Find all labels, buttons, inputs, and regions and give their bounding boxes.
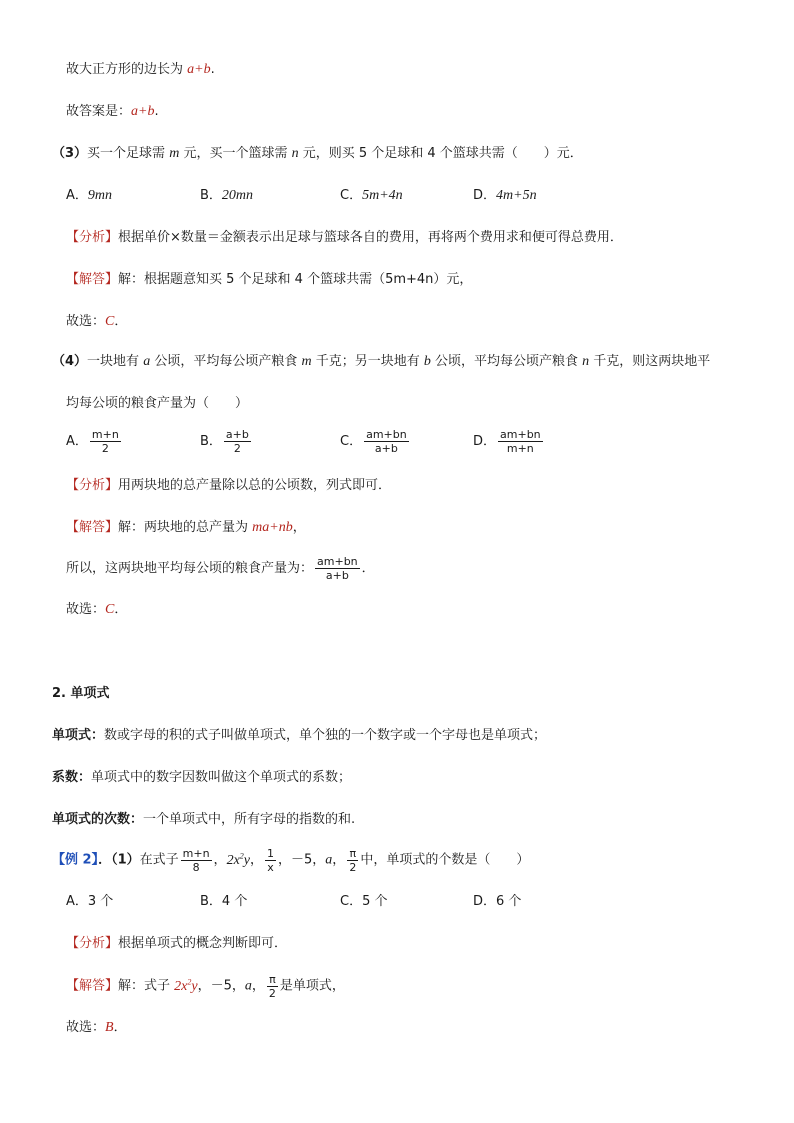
expr-base: 2x [174,978,188,994]
text: ． [361,561,375,576]
fraction [498,428,543,455]
question-number: （3） [52,146,88,161]
answer-line [66,270,472,290]
option-b [200,892,247,912]
option-label: D． [473,894,497,909]
option-label: A． [66,894,88,909]
denominator: 2 [233,442,241,455]
option-label: C． [340,894,363,909]
option-label: B． [200,434,222,449]
question-4-stem [52,352,710,372]
text: 故大正方形的边长为 [66,62,188,77]
exponent: 2 [239,851,244,860]
answer-line [66,972,345,1000]
math-expression [174,979,197,994]
example-tag: 【例 2】 [52,852,99,868]
analysis-line [66,934,287,954]
text: 元，买一个篮球需 [179,146,292,161]
section-heading [52,684,110,704]
option-label: A． [66,188,88,203]
math-variable: a [143,354,151,369]
definition-term: 单项式的次数： [52,812,144,827]
denominator: 2 [349,860,357,874]
option-value: 5m+4n [362,188,403,203]
option-label: C． [340,434,363,449]
expr-base: 2x [226,852,240,868]
denominator: 2 [268,986,276,1000]
choice-suffix: ． [114,602,128,617]
question-number: ．（1） [98,852,140,868]
analysis-tag: 【分析】 [66,478,119,493]
option-a [66,892,113,912]
answer-text: 是单项式， [279,978,345,994]
example-2-stem [52,846,529,874]
denominator: 8 [192,860,200,874]
text: 公顷，平均每公顷产粮食 [150,354,302,369]
definition-term: 系数： [52,770,92,785]
choice-prefix: 故选： [66,602,106,617]
answer-text: 解：式子 [118,978,175,994]
option-label: D． [473,188,497,203]
choice-suffix: ． [113,1020,127,1035]
choice-suffix: ． [114,314,128,329]
text: ， [213,852,227,868]
definition-text: 一个单项式中，所有字母的指数的和. [143,812,356,827]
text: 千克，则这两块地平 [589,354,711,369]
analysis-text: 根据单项式的概念判断即可． [118,936,288,951]
text: 中，单项式的个数是（ ） [360,852,530,868]
fraction [181,847,212,874]
text: 故答案是： [66,104,132,119]
option-d [473,892,521,912]
answer-line [66,518,306,538]
answer-text: ，－5， [197,978,245,994]
option-value: 5 个 [362,894,388,909]
choice-line [66,1018,127,1038]
math-variable: a [244,978,252,994]
text: 千克；另一块地有 [311,354,424,369]
denominator: m+n [506,442,534,455]
answer-tag: 【解答】 [66,272,119,287]
option-label: C． [340,188,363,203]
fraction [224,428,251,455]
text: ， [250,852,264,868]
definition-text: 数或字母的积的式子叫做单项式，单个独的一个数字或一个字母也是单项式； [104,728,547,743]
denominator: x [267,860,274,874]
text: 均每公顷的粮食产量为（ ） [66,396,249,411]
question-4-stem-line2 [66,394,248,414]
option-label: B． [200,188,222,203]
option-value: 4m+5n [496,188,537,203]
option-a [66,186,112,206]
math-variable: n [582,354,590,369]
option-d [473,428,545,455]
option-value: 20mn [221,188,254,203]
numerator: 1 [267,846,275,860]
text: 公顷，平均每公顷产粮食 [430,354,583,369]
option-b [200,186,253,206]
text: . [210,62,215,77]
analysis-text: 根据单价×数量＝金额表示出足球与篮球各自的费用，再将两个费用求和便可得总费用． [118,230,623,245]
definition-text: 单项式中的数字因数叫做这个单项式的系数； [91,770,352,785]
math-variable: a [325,852,333,868]
option-label: B． [200,894,222,909]
answer-text: ， [251,978,265,994]
choice-value: B [105,1020,114,1035]
choice-value: C [105,314,115,329]
choice-line [66,600,127,620]
option-c [340,892,387,912]
math-expression [227,853,250,868]
numerator: am+bn [317,555,358,568]
text: ， [332,852,346,868]
text: . [154,104,159,119]
expr-tail: y [191,978,198,994]
option-c [340,428,411,455]
denominator: a+b [374,442,398,455]
analysis-tag: 【分析】 [66,936,119,951]
option-d [473,186,537,206]
text: 所以，这两块地平均每公顷的粮食产量为： [66,561,314,576]
fraction [315,555,360,582]
math-expression: a+b [187,62,211,77]
analysis-tag: 【分析】 [66,230,119,245]
answer-text: 解：根据题意知买 5 个足球和 4 个篮球共需（5m+4n）元， [118,272,473,287]
option-label: A． [66,434,88,449]
text: 买一个足球需 [87,146,170,161]
fraction [364,428,409,455]
denominator: a+b [325,569,349,582]
text: 在式子 [139,852,179,868]
answer-text: ， [292,520,306,535]
choice-value: C [105,602,115,617]
fraction [347,847,358,874]
option-value: 4 个 [221,894,248,909]
exponent: 2 [187,977,192,986]
text: ，－5， [278,852,326,868]
fraction [90,428,121,455]
numerator: m+n [182,846,210,860]
numerator: am+bn [500,428,541,441]
numerator: am+bn [366,428,407,441]
math-variable: m [301,354,312,369]
math-expression: a+b [131,104,155,119]
heading-text: 2. 单项式 [52,686,110,701]
choice-line [66,312,127,332]
definition-term: 单项式： [52,728,105,743]
text-line [66,102,159,122]
definition-line [52,726,546,746]
answer-tag: 【解答】 [66,978,119,994]
question-3-stem [52,144,583,164]
numerator: π [347,847,358,861]
text-line [66,60,215,80]
option-a [66,428,123,455]
option-c [340,186,403,206]
text: 一块地有 [87,354,144,369]
numerator: π [267,973,278,987]
math-variable: n [291,146,299,161]
definition-line [52,768,351,788]
analysis-line [66,476,391,496]
denominator: 2 [101,442,109,455]
option-value: 6 个 [496,894,522,909]
math-expression: ma+nb [252,520,293,535]
math-variable: b [423,354,431,369]
option-value: 9mn [87,188,113,203]
math-variable: m [169,146,180,161]
expr-tail: y [243,852,250,868]
answer-tag: 【解答】 [66,520,119,535]
question-number: （4） [52,354,88,369]
definition-line [52,810,355,830]
numerator: a+b [225,428,249,441]
option-b [200,428,253,455]
fraction [265,847,276,874]
analysis-text: 用两块地的总产量除以总的公顷数，列式即可． [118,478,392,493]
option-label: D． [473,434,497,449]
answer-text: 解：两块地的总产量为 [118,520,253,535]
conclusion-line [66,555,375,582]
choice-prefix: 故选： [66,1020,106,1035]
numerator: m+n [91,428,119,441]
analysis-line [66,228,623,248]
fraction [267,973,278,1000]
option-value: 3 个 [87,894,114,909]
text: 元，则买 5 个足球和 4 个篮球共需（ ）元． [298,146,583,161]
choice-prefix: 故选： [66,314,106,329]
